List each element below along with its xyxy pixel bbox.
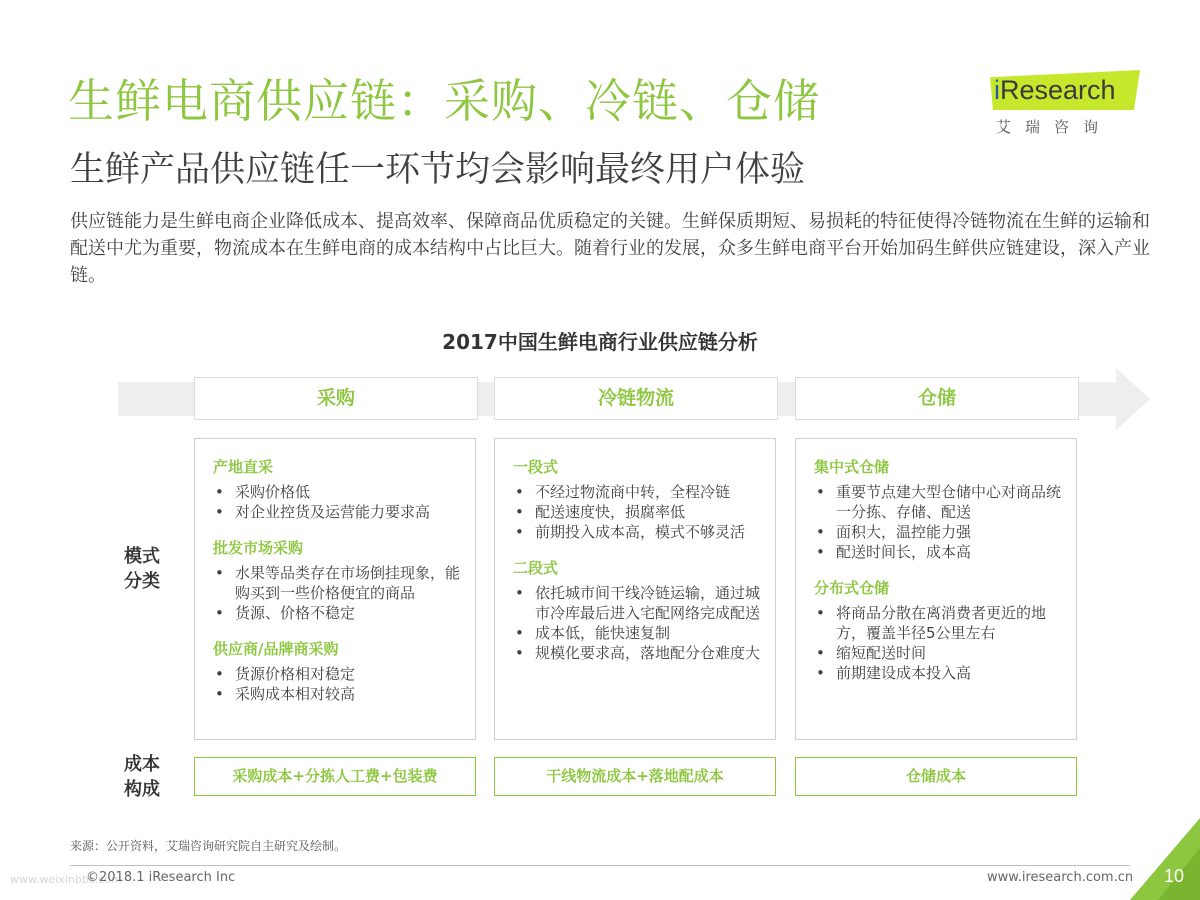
section-title: 供应商/品牌商采购 <box>213 640 339 658</box>
section-title: 一段式 <box>513 458 559 476</box>
list-item: • 前期投入成本高，模式不够灵活 <box>513 522 761 542</box>
section-title: 批发市场采购 <box>213 539 304 557</box>
list-item: • 采购价格低 <box>213 482 461 502</box>
cost-warehousing: 仓储成本 <box>795 757 1077 796</box>
card-procurement <box>194 438 476 740</box>
footer-divider <box>70 865 1130 866</box>
website-link: www.iresearch.com.cn <box>987 870 1134 885</box>
stage-header-procurement: 采购 <box>194 377 478 420</box>
list-item: • 缩短配送时间 <box>814 643 1062 663</box>
logo-chinese-name: 艾瑞咨询 <box>996 118 1113 136</box>
section-title: 二段式 <box>513 559 559 577</box>
intro-paragraph: 供应链能力是生鲜电商企业降低成本、提高效率、保障商品优质稳定的关键。生鲜保质期短、易损耗的特征使得冷链物流在生鲜的运输和配送中尤为重要，物流成本在生鲜电商的成本结构中占比巨大。随着行业的发展，众多生鲜电商平台开始加码生鲜供应链建设，深入产业链。 <box>70 211 1150 286</box>
list-item: • 规模化要求高，落地配分仓难度大 <box>513 643 761 663</box>
card-warehousing <box>795 438 1077 740</box>
list-item: • 成本低，能快速复制 <box>513 623 761 643</box>
stage-header-cold-chain: 冷链物流 <box>494 377 778 420</box>
list-item: • 货源、价格不稳定 <box>213 603 461 623</box>
copyright: ©2018.1 iResearch Inc <box>86 870 236 885</box>
list-item: • 对企业控货及运营能力要求高 <box>213 502 461 522</box>
section-title: 集中式仓储 <box>814 458 890 476</box>
section-title: 产地直采 <box>213 458 274 476</box>
list-item: • 面积大，温控能力强 <box>814 522 1062 542</box>
list-item: • 水果等品类存在市场倒挂现象，能购买到一些价格便宜的商品 <box>213 563 461 603</box>
list-item: • 货源价格相对稳定 <box>213 664 461 684</box>
iresearch-logo <box>990 62 1140 142</box>
cost-procurement: 采购成本+分拣人工费+包装费 <box>194 757 476 796</box>
list-item: • 配送速度快，损腐率低 <box>513 502 761 522</box>
list-item: • 前期建设成本投入高 <box>814 663 1062 683</box>
row-label-cost: 成本 构成 <box>124 754 160 800</box>
watermark: www.weixinbbs.com <box>10 873 122 886</box>
row-label-mode: 模式 分类 <box>124 546 160 592</box>
card-cold-chain <box>494 438 776 740</box>
page-corner-decoration <box>1130 818 1200 900</box>
stage-header-warehousing: 仓储 <box>795 377 1079 420</box>
list-item: • 采购成本相对较高 <box>213 684 461 704</box>
list-item: • 不经过物流商中转，全程冷链 <box>513 482 761 502</box>
section-title: 分布式仓储 <box>814 579 890 597</box>
figure-title: 2017中国生鲜电商行业供应链分析 <box>442 330 758 354</box>
logo-wordmark: iResearch <box>994 75 1116 105</box>
page-subtitle: 生鲜产品供应链任一环节均会影响最终用户体验 <box>70 150 806 190</box>
cost-cold-chain: 干线物流成本+落地配成本 <box>494 757 776 796</box>
page-title: 生鲜电商供应链：采购、冷链、仓储 <box>68 74 820 128</box>
list-item: • 依托城市间干线冷链运输，通过城市冷库最后进入宅配网络完成配送 <box>513 583 761 623</box>
source-note: 来源：公开资料，艾瑞咨询研究院自主研究及绘制。 <box>70 839 347 853</box>
list-item: • 配送时间长，成本高 <box>814 542 1062 562</box>
page-number: 10 <box>1164 866 1185 886</box>
list-item: • 将商品分散在离消费者更近的地方，覆盖半径5公里左右 <box>814 603 1062 643</box>
list-item: • 重要节点建大型仓储中心对商品统一分拣、存储、配送 <box>814 482 1062 522</box>
